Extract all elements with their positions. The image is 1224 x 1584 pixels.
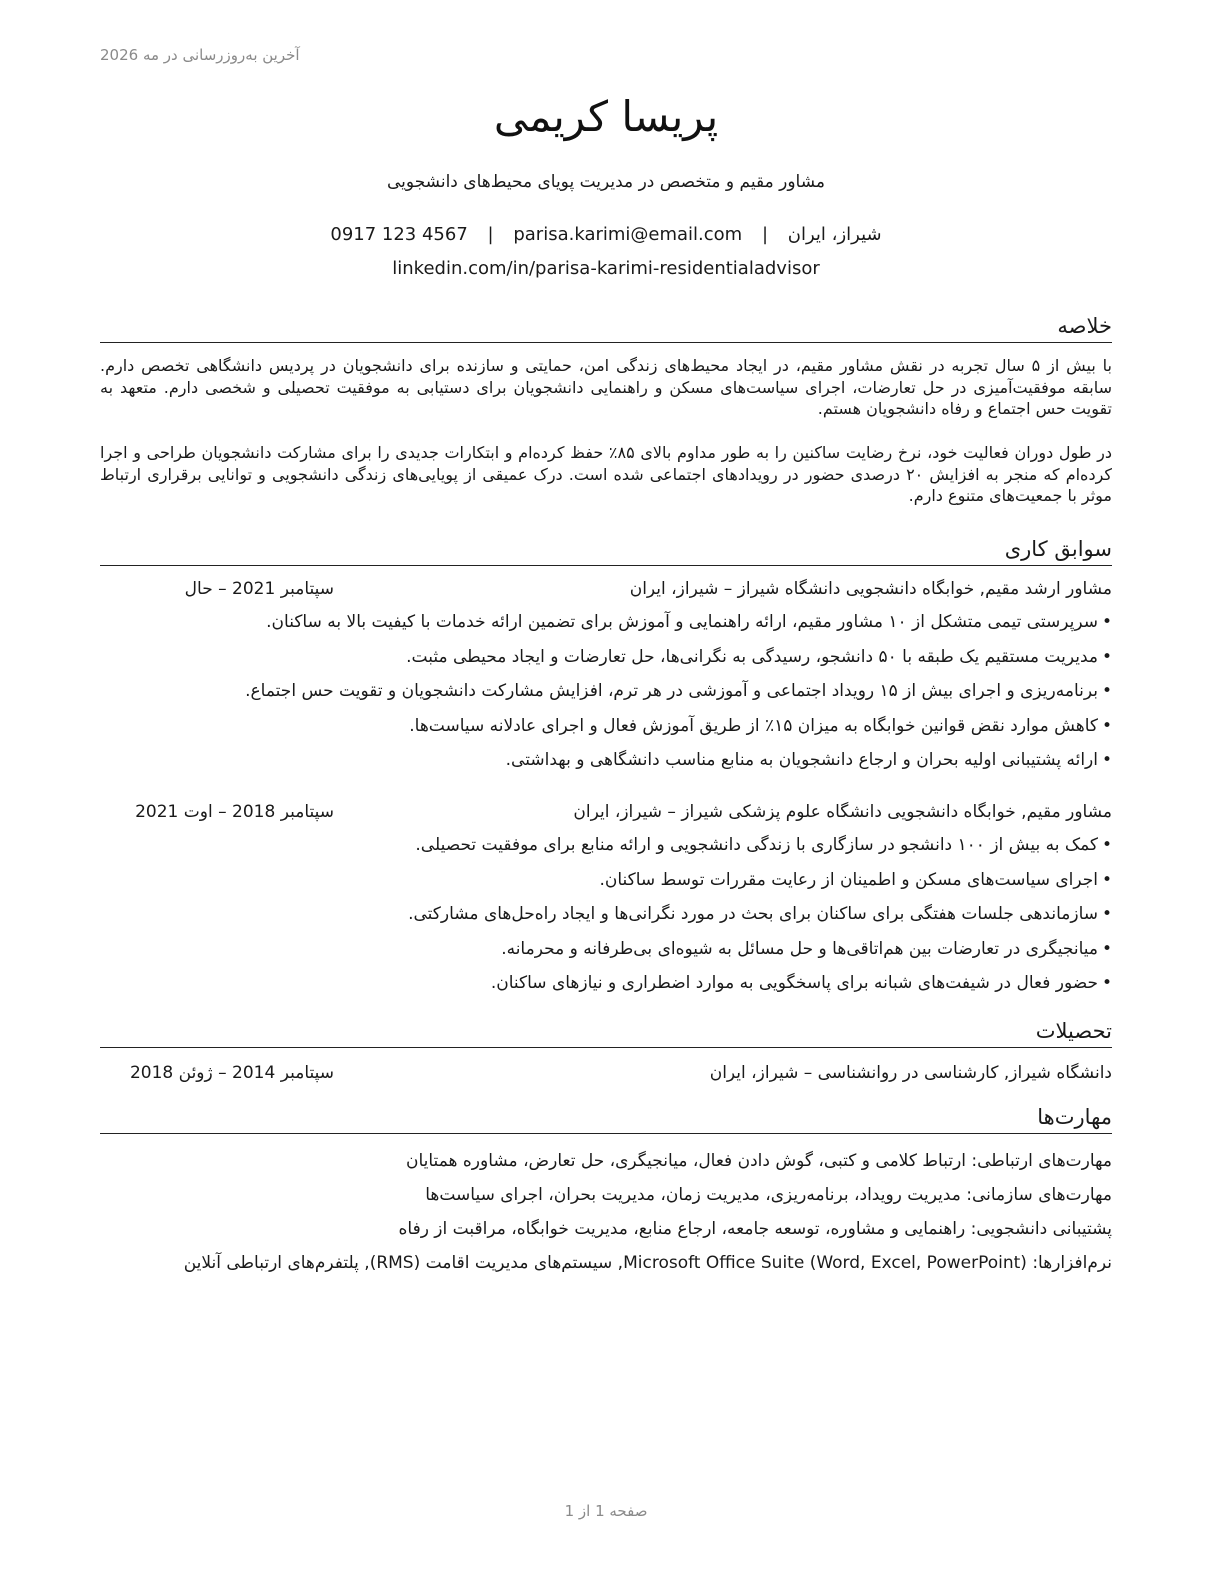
candidate-name: پریسا کریمی <box>493 92 719 141</box>
bullet-dot-icon: • <box>1101 904 1112 924</box>
job-bullet: •مدیریت مستقیم یک طبقه با ۵۰ دانشجو، رسیدگی به نگرانی‌ها، حل تعارضات و ایجاد محیطی مثبت. <box>406 646 1112 667</box>
job-bullet: •سرپرستی تیمی متشکل از ۱۰ مشاور مقیم، ارائه راهنمایی و آموزش برای تضمین ارائه خدمات با کیفیت بالا به ساکنان. <box>266 612 1112 632</box>
job-bullet: •سازماندهی جلسات هفتگی برای ساکنان برای بحث در مورد نگرانی‌ها و ایجاد راه‌حل‌های مشارکتی. <box>408 904 1112 924</box>
section-heading-skills: مهارت‌ها <box>100 1103 1112 1134</box>
resume-page <box>100 0 1112 1584</box>
job-dates: سپتامبر 2021 – حال <box>184 579 334 599</box>
job-bullet: •میانجیگری در تعارضات بین هم‌اتاقی‌ها و حل مسائل به شیوه‌ای بی‌طرفانه و محرمانه. <box>501 938 1112 959</box>
job-dates: سپتامبر 2018 – اوت 2021 <box>135 802 334 822</box>
bullet-dot-icon: • <box>1101 715 1112 736</box>
candidate-tagline: مشاور مقیم و متخصص در مدیریت پویای محیط‌های دانشجویی <box>387 172 825 192</box>
section-heading-summary: خلاصه <box>100 312 1112 343</box>
contact-linkedin[interactable]: linkedin.com/in/parisa-karimi-residentialadvisor <box>392 258 820 279</box>
job-title: مشاور ارشد مقیم, خوابگاه دانشجویی دانشگاه شیراز – شیراز، ایران <box>629 579 1112 599</box>
bullet-dot-icon: • <box>1101 750 1112 770</box>
contact-location: شیراز، ایران <box>787 224 882 245</box>
skill-line: مهارت‌های ارتباطی: ارتباط کلامی و کتبی، گوش دادن فعال، میانجیگری، حل تعارض، مشاوره همتایان <box>405 1151 1112 1171</box>
bullet-dot-icon: • <box>1101 835 1112 855</box>
last-updated-note: آخرین به‌روزرسانی در مه 2026 <box>100 46 300 64</box>
bullet-dot-icon: • <box>1101 646 1112 667</box>
job-bullet: •ارائه پشتیبانی اولیه بحران و ارجاع دانشجویان به منابع مناسب دانشگاهی و بهداشتی. <box>505 750 1112 770</box>
bullet-dot-icon: • <box>1101 938 1112 959</box>
education-dates: سپتامبر 2014 – ژوئن 2018 <box>129 1063 334 1083</box>
job-header <box>100 802 1112 826</box>
page-number: صفحه 1 از 1 <box>564 1502 648 1520</box>
contact-line <box>100 224 1112 245</box>
bullet-dot-icon: • <box>1101 973 1112 993</box>
job-bullet-list <box>100 833 1112 1006</box>
contact-separator: | <box>761 224 769 245</box>
job-bullet: •کمک به بیش از ۱۰۰ دانشجو در سازگاری با زندگی دانشجویی و ارائه منابع برای موفقیت تحصیلی. <box>415 835 1112 855</box>
bullet-dot-icon: • <box>1101 681 1112 701</box>
job-title: مشاور مقیم, خوابگاه دانشجویی دانشگاه علوم پزشکی شیراز – شیراز، ایران <box>573 802 1112 822</box>
job-bullet: •اجرای سیاست‌های مسکن و اطمینان از رعایت مقررات توسط ساکنان. <box>599 869 1112 890</box>
contact-separator: | <box>487 224 494 245</box>
contact-email[interactable]: parisa.karimi@email.com <box>513 224 743 245</box>
summary-paragraph: با بیش از ۵ سال تجربه در نقش مشاور مقیم، در ایجاد محیط‌های زندگی امن، حمایتی و سازنده برای دانشجویان در پردیس دانشگاهی تخصص دارم. سابقه موفقیت‌آمیزی در حل تعارضات، اجرای سیاست‌های مسکن و راهنمایی دانشجویان برای دستیابی به موفقیت تحصیلی و شخصی دارم. متعهد به تقویت حس اجتماع و رفاه دانشجویان هستم. <box>100 356 1112 418</box>
section-heading-experience: سوابق کاری <box>100 535 1112 566</box>
skills-list <box>100 1149 1112 1285</box>
education-entry <box>100 1063 1112 1087</box>
skill-line: مهارت‌های سازمانی: مدیریت رویداد، برنامه‌ریزی، مدیریت زمان، مدیریت بحران، اجرای سیاست‌ها <box>425 1185 1112 1205</box>
section-heading-education: تحصیلات <box>100 1017 1112 1048</box>
job-bullet: •حضور فعال در شیفت‌های شبانه برای پاسخگویی به موارد اضطراری و نیازهای ساکنان. <box>490 973 1112 993</box>
bullet-dot-icon: • <box>1101 869 1112 890</box>
skill-line: نرم‌افزارها: Microsoft Office Suite (Word, Excel, PowerPoint), سیستم‌های مدیریت اقامت (RMS), پلتفرم‌های ارتباطی آنلاین <box>183 1253 1112 1273</box>
skill-line: پشتیبانی دانشجویی: راهنمایی و مشاوره، توسعه جامعه، ارجاع منابع، مدیریت خوابگاه، مراقبت از رفاه <box>398 1219 1112 1239</box>
summary-paragraph: در طول دوران فعالیت خود، نرخ رضایت ساکنین را به طور مداوم بالای ۸۵٪ حفظ کرده‌ام و ابتکارات جدیدی را برای مشارکت دانشجویان طراحی و اجرا کرده‌ام که منجر به افزایش ۲۰ درصدی حضور در رویدادهای اجتماعی شده است. درک عمیقی از پویایی‌های زندگی دانشجویی و توانایی برقراری ارتباط موثر با جمعیت‌های متنوع دارم. <box>100 443 1113 505</box>
bullet-dot-icon: • <box>1101 612 1112 632</box>
job-bullet-list <box>100 610 1112 783</box>
job-bullet: •کاهش موارد نقض قوانین خوابگاه به میزان ۱۵٪ از طریق آموزش فعال و اجرای عادلانه سیاست‌ها. <box>409 715 1112 736</box>
education-title: دانشگاه شیراز, کارشناسی در روانشناسی – شیراز، ایران <box>709 1063 1112 1083</box>
contact-phone: 0917 123 4567 <box>330 224 468 245</box>
job-header <box>100 579 1112 603</box>
job-bullet: •برنامه‌ریزی و اجرای بیش از ۱۵ رویداد اجتماعی و آموزشی در هر ترم، افزایش مشارکت دانشجویان و تقویت حس اجتماع. <box>245 681 1112 701</box>
